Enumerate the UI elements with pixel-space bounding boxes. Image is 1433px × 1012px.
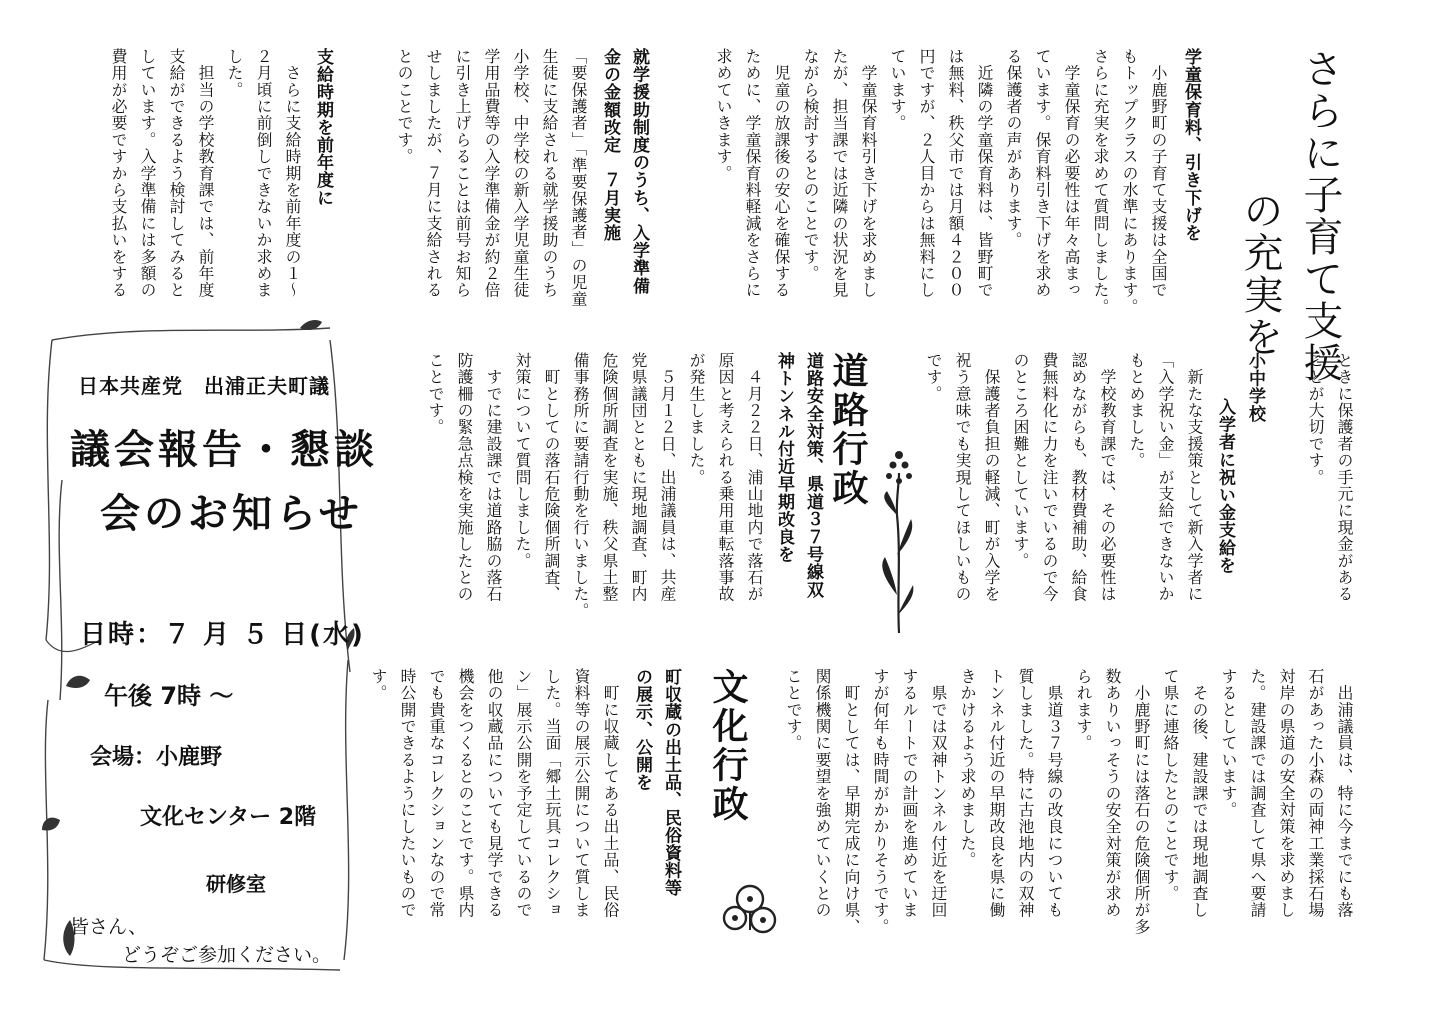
scholarship-body: 「要保護者」「準要保護者」の児童 生徒に支給される就学援助のうち 小学校、中学校の新入学児童生徒 学用品費等の入学準備金が約２倍 に引き上げらることは前号お知ら せしましたが、７月に支給される とのことです。 — [395, 48, 588, 308]
notice-organizer: 日本共産党 出浦正夫町議 — [78, 374, 330, 398]
continuation-body: ときに保護者の手元に現金がある ことが大切です。 — [1306, 352, 1354, 603]
school-heading: 入学者に祝い金支給を — [1215, 398, 1235, 574]
roads-section-title: 道路行政 — [827, 352, 868, 508]
payment-heading: 支給時期を前年度に — [313, 48, 333, 207]
notice-time: 午後 7時 ～ — [104, 682, 234, 710]
payment-body: さらに支給時期を前年度の１～ ２月頃に前倒しできないか求めま した。 担当の学校教育課では、前年度 支給ができるよう検討してみると しています。入学準備には多額の 費用が必要ですから支払いをする — [109, 48, 302, 299]
scholarship-heading: 就学援助制度のうち、入学準備 金の金額改定 ７月実施 — [600, 48, 649, 295]
vine-border-icon — [0, 300, 380, 1012]
notice-venue-building: 文化センター 2階 — [140, 805, 317, 830]
notice-title-line1: 議会報告・懇談 — [70, 427, 378, 473]
culture-heading: 町収蔵の出土品、民俗資料等 の展示、公開を — [632, 668, 681, 897]
childcare-body: 小鹿野町の子育て支援は全国で もトップクラスの水準にあります。 さらに充実を求めて質問しました。 学童保育の必要性は年々高まっ ています。保育料引き下げを求め る保護者の声があります。 近隣の学童保育料は、皆野町で は無料、秩父市では月額４２００ 円ですが、２人目からは無料にし ています。 学童保育料引き下げを求めまし たが、担当課では近隣の状況を見 ながら検討するとのことです。 児童の放課後の安心を確保する ために、学童保育料軽減をさらに 求めていきます。 — [714, 48, 1168, 316]
main-title-line1: さらに子育て支援 — [1297, 48, 1343, 384]
childcare-heading: 学童保育料、引き下げを — [1181, 48, 1201, 242]
culture-section-title: 文化行政 — [707, 668, 748, 824]
main-title-line2: の充実を — [1237, 190, 1283, 358]
notice-closing-line1: 皆さん、 — [70, 916, 148, 938]
notice-date: 日時：７ 月 ５ 日(水) — [80, 620, 365, 650]
notice-title-line2: 会のお知らせ — [100, 491, 363, 537]
culture-body: 町に収蔵してある出土品、民俗 資料等の展示公開について質しま した。当面「郷土玩具コレクショ ン」展示公開を予定しているので 他の収蔵品についても見学できる 機会をつくるとのことです。県内 でも貴重なコレクションなので常 時公開できるようにしたいもので す。 — [369, 668, 620, 919]
notice-venue: 会場：小鹿野 — [90, 745, 223, 770]
roads-heading: 道路安全対策、県道３７号線双 神トンネル付近早期改良を — [774, 352, 823, 599]
school-body: 新たな支援策として新入学者に 「入学祝い金」が支給できないか もとめました。 学校教育課では、その必要性は 認めながらも、教材費補助、給食 費無料化に力を注いでいるので今 のところ困難としています。 保護者負担の軽減、町が入学を 祝う意味でも実現してほしいもの です。 — [924, 352, 1204, 603]
school-label: 小中学校 — [1245, 352, 1265, 423]
roads-body-lower: 出浦議員は、特に今までにも落 石があった小森の両神工業採石場 対岸の県道の安全対策を求めまし た。建設課では調査して県へ要請 するとしています。 その後、建設課では現地調査し て県に連絡したとのことです。 小鹿野町には落石の危険個所が多 数ありいっそうの安全対策が求め られます。 県道３７号線の改良についても 質しました。特に古池地内の双神 トンネル付近の早期改良を県に働 きかけるよう求めました。 県では双神トンネル付近を迂回 するルートでの計画を進めていま すが何年も時間がかかりそうです。 町としては、早期完成に向け県、 関係機関に要望を強めていくとの ことです。 — [784, 668, 1354, 936]
fruit-sketch-icon — [720, 880, 780, 940]
notice-venue-room: 研修室 — [206, 872, 266, 896]
flower-sketch-icon — [875, 445, 923, 635]
notice-closing-line2: どうぞご参加ください。 — [122, 944, 332, 966]
roads-body: ４月２２日、浦山地内で落石が 原因と考えられる乗用車転落事故 が発生しました。 ５月１２日、出浦議員は、共産 党県議団とともに現地調査、町内 危険個所調査を実施、秩父県土整 備事務所に要請行動を行いました。 町としての落石危険個所調査、 対策について質問しました。 すでに建設課では道路脇の落石 防護柵の緊急点検を実施したとの ことです。 — [426, 352, 764, 620]
